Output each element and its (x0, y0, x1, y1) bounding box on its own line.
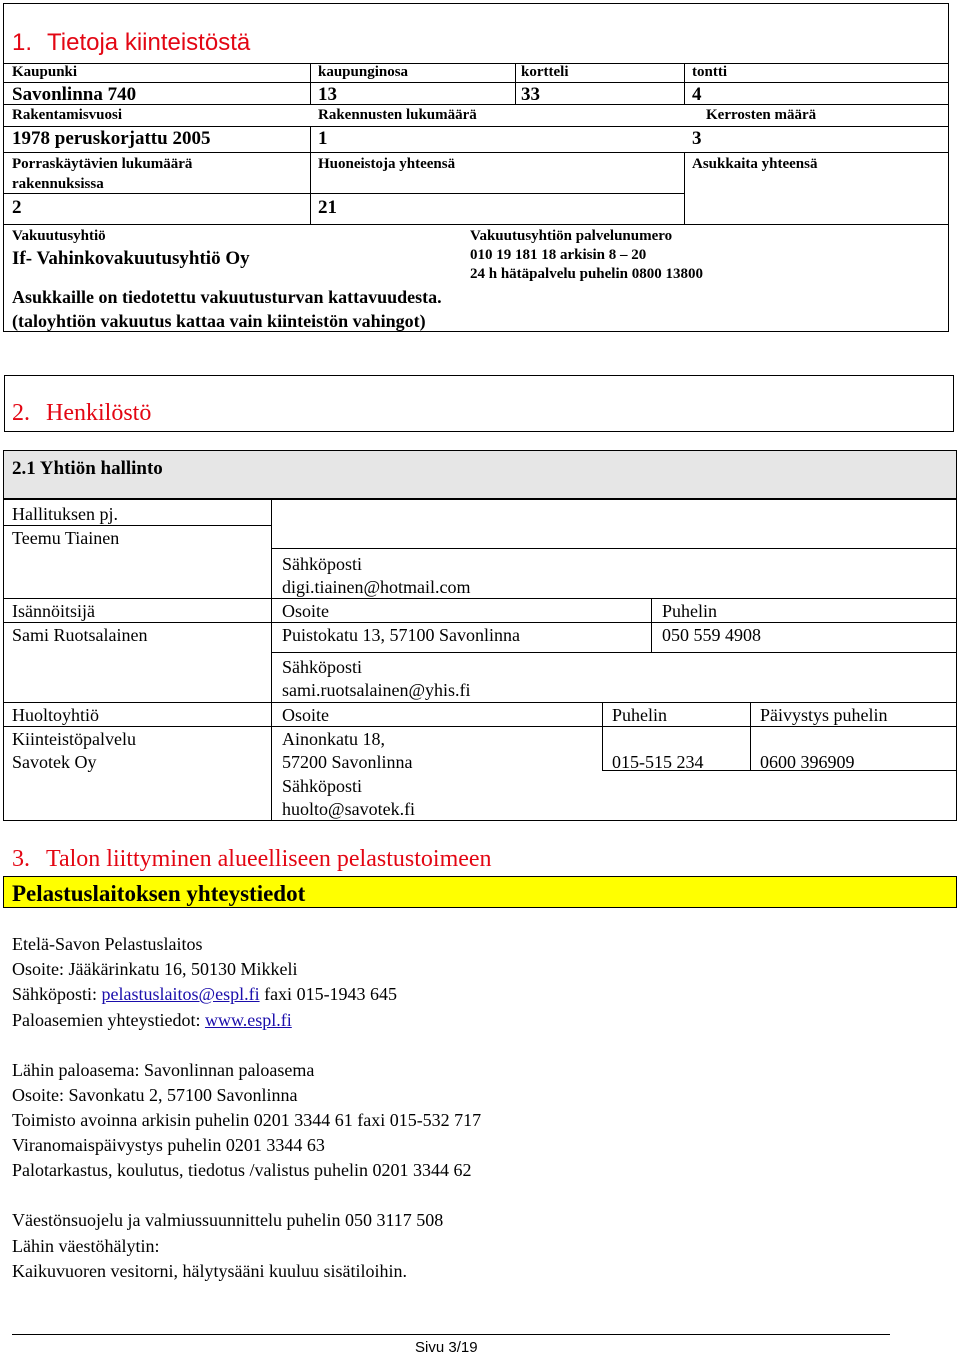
stations-link[interactable]: www.espl.fi (204, 1010, 292, 1030)
subsection-title: 2.1 Yhtiön hallinto (12, 458, 163, 479)
shelter-label: Lähin väestöhälytin: (12, 1236, 160, 1256)
row-divider (3, 224, 949, 225)
col-divider (684, 63, 685, 104)
maintenance-email: huolto@savotek.fi (282, 799, 416, 819)
civil-defence: Väestönsuojelu ja valmiussuunnittelu puhelin 050 3117 508 (12, 1210, 444, 1230)
label-huoneistoja: Huoneistoja yhteensä (318, 156, 456, 172)
value-kortteli: 33 (521, 84, 540, 105)
maintenance-phone: 015-515 234 (612, 752, 704, 772)
office-phone: Toimisto avoinna arkisin puhelin 0201 3344 61 faxi 015-532 717 (12, 1110, 482, 1130)
footer-rule (12, 1334, 890, 1335)
row-divider (3, 726, 957, 727)
label-maintenance-phone: Puhelin (612, 705, 668, 725)
chair-email-label: Sähköposti (282, 554, 363, 574)
label-palvelunumero: Vakuutusyhtiön palvelunumero (470, 228, 673, 244)
authority-duty: Viranomaispäivystys puhelin 0201 3344 63 (12, 1135, 325, 1155)
section2-title: Henkilöstö (46, 400, 152, 426)
col-divider (750, 702, 751, 770)
value-kaupunki: Savonlinna 740 (12, 84, 137, 105)
col-divider (310, 152, 311, 224)
value-tontti: 4 (692, 84, 702, 105)
label-maintenance: Huoltoyhtiö (12, 705, 100, 725)
maintenance-name-2: Savotek Oy (12, 752, 97, 772)
label-maintenance-duty: Päivystys puhelin (760, 705, 888, 725)
value-rakentamisvuosi: 1978 peruskorjattu 2005 (12, 128, 211, 149)
maintenance-email-label: Sähköposti (282, 776, 363, 796)
section2-number: 2. (12, 400, 30, 426)
label-manager: Isännöitsijä (12, 601, 95, 621)
value-rakennusten-lukumaara: 1 (318, 128, 328, 149)
row-divider (3, 702, 957, 703)
value-kaupunginosa: 13 (318, 84, 337, 105)
contacts-banner-title: Pelastuslaitoksen yhteystiedot (12, 881, 306, 906)
label-kerrosten-maara: Kerrosten määrä (706, 107, 817, 123)
section3-number: 3. (12, 846, 30, 872)
row-divider (271, 548, 957, 549)
org-email-link[interactable]: pelastuslaitos@espl.fi (101, 984, 260, 1004)
org-email-prefix: Sähköposti: (12, 984, 102, 1004)
row-divider (3, 598, 957, 599)
row-divider (3, 499, 957, 500)
label-manager-address: Osoite (282, 601, 329, 621)
label-kaupunginosa: kaupunginosa (318, 64, 409, 80)
col-divider (602, 702, 603, 770)
label-porraskaytavat-2: rakennuksissa (12, 176, 104, 192)
col-divider (515, 63, 516, 104)
label-kortteli: kortteli (521, 64, 569, 80)
maintenance-duty: 0600 396909 (760, 752, 855, 772)
value-palvelunumero-1: 010 19 181 18 arkisin 8 – 20 (470, 247, 647, 263)
manager-email-label: Sähköposti (282, 657, 363, 677)
nearest-station: Lähin paloasema: Savonlinnan paloasema (12, 1060, 315, 1080)
col-divider (684, 152, 685, 224)
col-divider (956, 499, 957, 820)
maintenance-name-1: Kiinteistöpalvelu (12, 729, 136, 749)
row-divider (3, 126, 949, 127)
shelter-value: Kaikuvuoren vesitorni, hälytysääni kuuluu sisätiloihin. (12, 1261, 407, 1281)
stations-line (12, 1011, 292, 1029)
label-vakuutusyhtio: Vakuutusyhtiö (12, 228, 106, 244)
manager-email: sami.ruotsalainen@yhis.fi (282, 680, 471, 700)
inspection-phone: Palotarkastus, koulutus, tiedotus /valistus puhelin 0201 3344 62 (12, 1160, 472, 1180)
manager-phone: 050 559 4908 (662, 625, 761, 645)
col-divider (310, 63, 311, 104)
label-kaupunki: Kaupunki (12, 64, 78, 80)
label-manager-phone: Puhelin (662, 601, 718, 621)
maintenance-address-1: Ainonkatu 18, (282, 729, 385, 749)
value-palvelunumero-2: 24 h hätäpalvelu puhelin 0800 13800 (470, 266, 703, 282)
org-address: Osoite: Jääkärinkatu 16, 50130 Mikkeli (12, 959, 298, 979)
label-porraskaytavat: Porraskäytävien lukumäärä (12, 156, 193, 172)
label-asukkaita: Asukkaita yhteensä (692, 156, 818, 172)
row-divider (271, 652, 957, 653)
label-tontti: tontti (692, 64, 727, 80)
value-vakuutusyhtio: If- Vahinkovakuutusyhtiö Oy (12, 248, 250, 269)
label-chair: Hallituksen pj. (12, 504, 118, 524)
chair-email: digi.tiainen@hotmail.com (282, 577, 471, 597)
section1-number: 1. (12, 29, 33, 56)
row-divider (3, 525, 271, 526)
org-email-line (12, 985, 397, 1003)
manager-address: Puistokatu 13, 57100 Savonlinna (282, 625, 520, 645)
insurance-note: Asukkaille on tiedotettu vakuutusturvan kattavuudesta. (12, 287, 442, 307)
col-divider (271, 499, 272, 820)
col-divider (310, 126, 311, 152)
stations-prefix: Paloasemien yhteystiedot: (12, 1010, 205, 1030)
label-maintenance-address: Osoite (282, 705, 329, 725)
row-divider (3, 82, 949, 83)
nearest-station-address: Osoite: Savonkatu 2, 57100 Savonlinna (12, 1085, 298, 1105)
value-kerrosten-maara: 3 (692, 128, 702, 149)
org-name: Etelä-Savon Pelastuslaitos (12, 934, 203, 954)
row-divider (3, 820, 957, 821)
label-rakennusten-lukumaara: Rakennusten lukumäärä (318, 107, 477, 123)
value-porraskaytavat: 2 (12, 197, 22, 218)
row-divider (3, 152, 949, 153)
maintenance-address-2: 57200 Savonlinna (282, 752, 413, 772)
chair-name: Teemu Tiainen (12, 528, 120, 548)
label-rakentamisvuosi: Rakentamisvuosi (12, 107, 123, 123)
page-number: Sivu 3/19 (415, 1339, 478, 1355)
value-huoneistoja: 21 (318, 197, 337, 218)
section1-title: Tietoja kiinteistöstä (47, 29, 251, 56)
org-fax: faxi 015-1943 645 (259, 984, 398, 1004)
col-divider (651, 598, 652, 652)
row-divider (3, 193, 684, 194)
row-divider (3, 104, 949, 105)
col-divider (3, 499, 4, 820)
manager-name: Sami Ruotsalainen (12, 625, 148, 645)
row-divider (3, 622, 957, 623)
section3-title: Talon liittyminen alueelliseen pelastustoimeen (46, 846, 492, 872)
row-divider (3, 63, 949, 64)
insurance-note-2: (taloyhtiön vakuutus kattaa vain kiinteistön vahingot) (12, 311, 426, 331)
